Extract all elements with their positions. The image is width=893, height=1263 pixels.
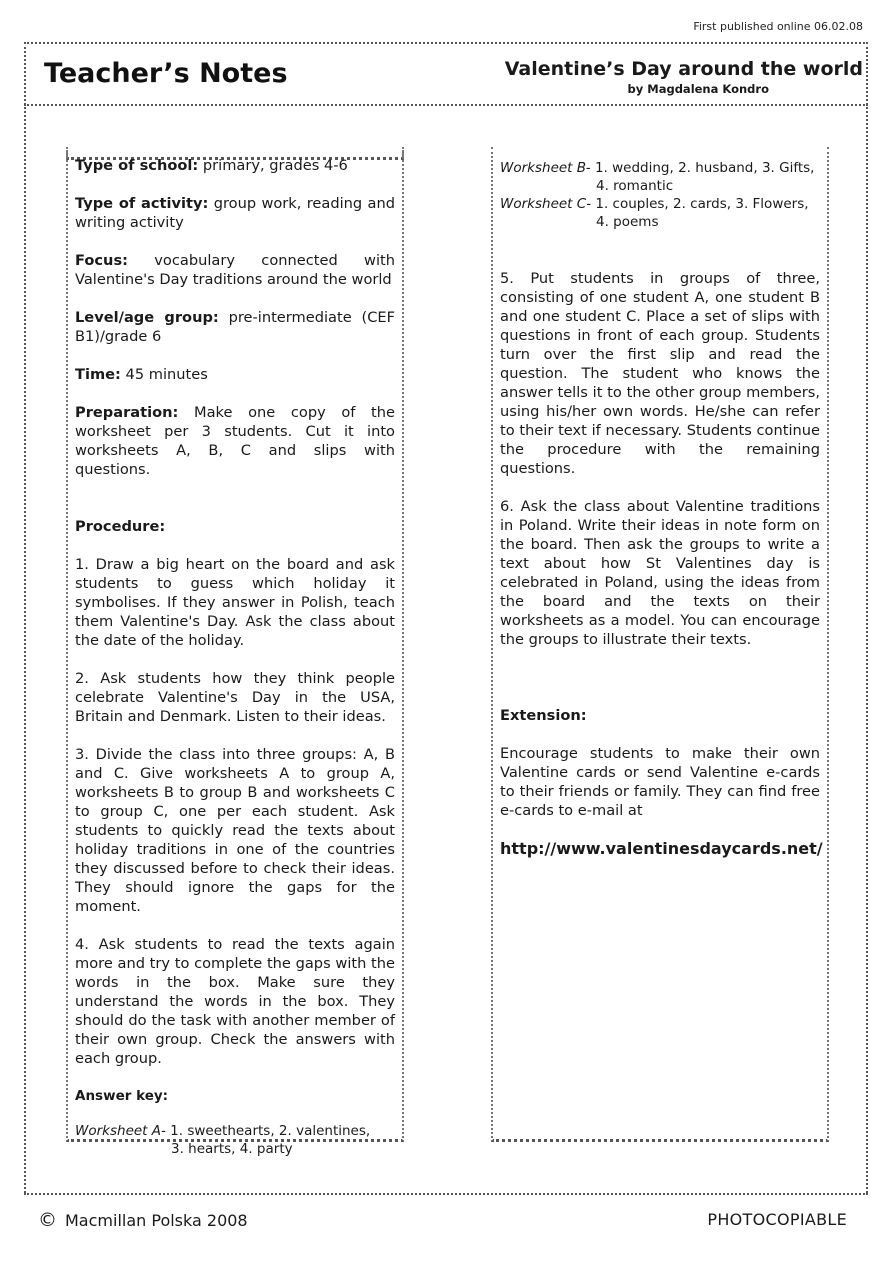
procedure-step-5: 5. Put students in groups of three, consisting of one student A, one student B and one student C. Place a set of slips with questions in front of each group. Students turn over the first slip and read the question. The student who knows the answer tells it to the other group members, using his/her own words. He/she can refer to their text if necessary. Students continue the procedure with the remaining questions.: [500, 270, 820, 477]
right-text-column: [491, 147, 829, 1142]
lesson-title: Valentine’s Day around the world: [504, 58, 863, 80]
publication-date: First published online 06.02.08: [693, 20, 863, 33]
level-group: Level/age group: pre-intermediate (CEF B1)/grade 6: [75, 309, 395, 345]
procedure-step-2: 2. Ask students how they think people celebrate Valentine's Day in the USA, Britain and Denmark. Listen to their ideas.: [75, 670, 395, 725]
procedure-heading: Procedure:: [75, 518, 166, 535]
answer-key-heading: Answer key:: [75, 1088, 169, 1104]
school-type: Type of school: primary, grades 4-6: [75, 157, 348, 174]
ecards-link[interactable]: http://www.valentinesdaycards.net/: [500, 839, 823, 858]
procedure-step-1: 1. Draw a big heart on the board and ask students to guess which holiday it symbolises. If they answer in Polish, teach them Valentine's Day. Ask the class about the date of the holiday.: [75, 556, 395, 649]
header-dotted-divider: [24, 104, 868, 106]
top-dotted-border: [24, 42, 868, 44]
time: Time: 45 minutes: [75, 366, 208, 383]
right-dotted-border: [866, 42, 868, 1193]
preparation: Preparation: Make one copy of the worksheet per 3 students. Cut it into worksheets A, B, C and slips with questions.: [75, 404, 395, 478]
answer-key-worksheet-b: Worksheet B- 1. wedding, 2. husband, 3. Gifts, 4. romantic: [500, 160, 815, 194]
answer-key-worksheet-a: Worksheet A- 1. sweethearts, 2. valentines, 3. hearts, 4. party: [75, 1123, 371, 1157]
copyright-icon: ©: [38, 1209, 57, 1231]
copyright-text: Macmillan Polska 2008: [65, 1211, 248, 1230]
extension-text: Encourage students to make their own Valentine cards or send Valentine e-cards to their friends or family. They can find free e-cards to e-mail at: [500, 745, 820, 819]
left-dotted-border: [24, 42, 26, 1193]
procedure-step-4: 4. Ask students to read the texts again more and try to complete the gaps with the words in the box. Make sure they understand the words in the box. They should do the task with another member of their own group. Check the answers with each group.: [75, 936, 395, 1067]
copyright: [38, 1209, 248, 1231]
extension-heading: Extension:: [500, 707, 587, 724]
page-title: Teacher’s Notes: [44, 58, 288, 89]
bottom-dotted-border: [24, 1193, 868, 1195]
author-byline: by Magdalena Kondro: [627, 82, 769, 96]
left-text-column: [66, 147, 404, 1157]
procedure-step-6: 6. Ask the class about Valentine traditions in Poland. Write their ideas in note form on the board. Then ask the groups to write a text about how St Valentines day is celebrated in Poland, using the ideas from the board and the texts on their worksheets as a model. You can encourage the groups to illustrate their texts.: [500, 498, 820, 648]
photocopiable-label: PHOTOCOPIABLE: [707, 1210, 847, 1229]
answer-key-worksheet-c: Worksheet C- 1. couples, 2. cards, 3. Flowers, 4. poems: [500, 196, 809, 230]
focus: Focus: vocabulary connected with Valentine's Day traditions around the world: [75, 252, 395, 288]
procedure-step-3: 3. Divide the class into three groups: A, B and C. Give worksheets A to group A, worksheets B to group B and worksheets C to group C, one per each student. Ask students to quickly read the texts about holiday traditions in one of the countries they discussed before to check their ideas. They should ignore the gaps for the moment.: [75, 746, 395, 915]
activity-type: Type of activity: group work, reading and writing activity: [75, 195, 395, 231]
